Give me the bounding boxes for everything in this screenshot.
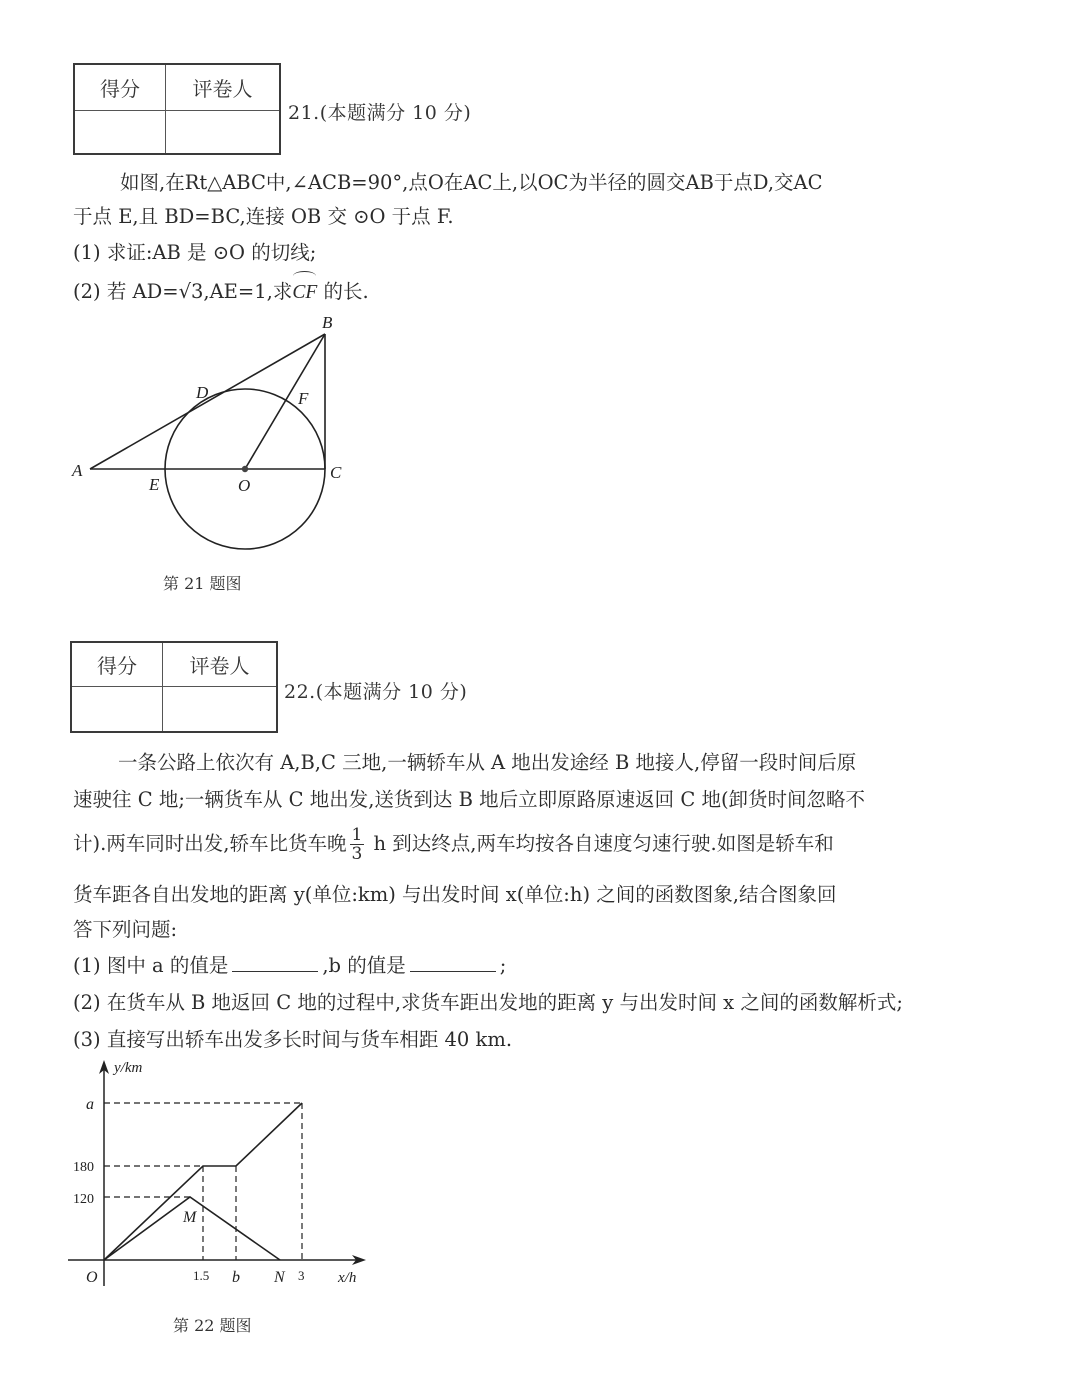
x-tick-origin: O [86,1269,98,1286]
answer-blank-b[interactable] [410,951,496,972]
y-tick-120: 120 [73,1192,94,1207]
q22-para-line5: 答下列问题: [73,918,178,941]
label-f: F [298,389,309,408]
q21-geometry-figure [60,310,380,570]
q22-para-line1: 一条公路上依次有 A,B,C 三地,一辆轿车从 A 地出发途经 B 地接人,停留一段时间后原 [118,751,857,774]
label-b: B [322,313,333,332]
answer-blank-a[interactable] [232,951,318,972]
score-cell[interactable] [74,110,166,154]
q21-part1: (1) 求证:AB 是 ⊙O 的切线; [73,241,317,264]
label-m: M [183,1209,197,1226]
score-table-q22 [70,641,278,733]
label-o: O [238,476,251,495]
x-axis-label: x/h [338,1270,357,1286]
q22-line3-prefix: 计).两车同时出发,轿车比货车晚 [73,832,347,855]
y-tick-180: 180 [73,1160,94,1175]
q21-part2-prefix: (2) 若 AD=√3,AE=1,求 [73,280,293,303]
arc-cf: CF [292,275,317,311]
x-tick-1.5: 1.5 [193,1268,210,1283]
q22-part2: (2) 在货车从 B 地返回 C 地的过程中,求货车距出发地的距离 y 与出发时间 x 之间的函数解析式; [73,991,903,1014]
y-axis-label: y/km [114,1060,143,1076]
label-c: C [330,463,342,482]
score-header: 得分 [71,642,163,686]
score-table-q21 [73,63,281,155]
x-tick-3: 3 [298,1268,305,1283]
grader-header: 评卷人 [163,642,278,686]
label-e: E [149,475,160,494]
q21-text-line1: 如图,在Rt△ABC中,∠ACB=90°,点O在AC上,以OC为半径的圆交AB于点D,交AC [120,171,823,194]
question-22-header: 22.(本题满分 10 分) [284,681,468,703]
q22-part1-b-label: ,b 的值是 [322,954,406,977]
q21-part2-suffix: 的长. [317,280,369,303]
x-tick-n: N [274,1269,285,1286]
q22-line3-suffix: h 到达终点,两车均按各自速度匀速行驶.如图是轿车和 [367,832,834,855]
score-header: 得分 [74,64,166,110]
question-21-header: 21.(本题满分 10 分) [288,102,472,124]
q22-figure-caption: 第 22 题图 [173,1316,252,1335]
q21-figure-caption: 第 21 题图 [163,574,242,593]
label-a: A [72,461,83,480]
q21-part2 [73,274,369,311]
score-cell[interactable] [71,686,163,732]
q22-para-line2: 速驶往 C 地;一辆货车从 C 地出发,送货到达 B 地后立即原路原速返回 C 地(卸货时间忽略不 [73,788,866,811]
segment-ob [245,334,325,469]
y-tick-a: a [86,1096,94,1113]
point-o [242,466,248,472]
q22-part3: (3) 直接写出轿车出发多长时间与货车相距 40 km. [73,1028,513,1051]
label-d: D [196,383,209,402]
grader-cell[interactable] [166,110,281,154]
q22-part1-end: ; [499,954,507,977]
q21-text-line2: 于点 E,且 BD=BC,连接 OB 交 ⊙O 于点 F. [73,205,454,228]
q22-part1-a-label: (1) 图中 a 的值是 [73,954,229,977]
grader-header: 评卷人 [166,64,281,110]
fraction-one-third: $\frac{1}{3}$ [351,825,363,864]
grader-cell[interactable] [163,686,278,732]
series-truck-line [104,1197,280,1260]
q22-function-graph [60,1050,400,1300]
q22-para-line3 [73,826,834,863]
q22-para-line4: 货车距各自出发地的距离 y(单位:km) 与出发时间 x(单位:h) 之间的函数图象,结合图象回 [73,883,837,906]
q22-part1 [73,948,506,984]
x-tick-b: b [232,1269,240,1286]
